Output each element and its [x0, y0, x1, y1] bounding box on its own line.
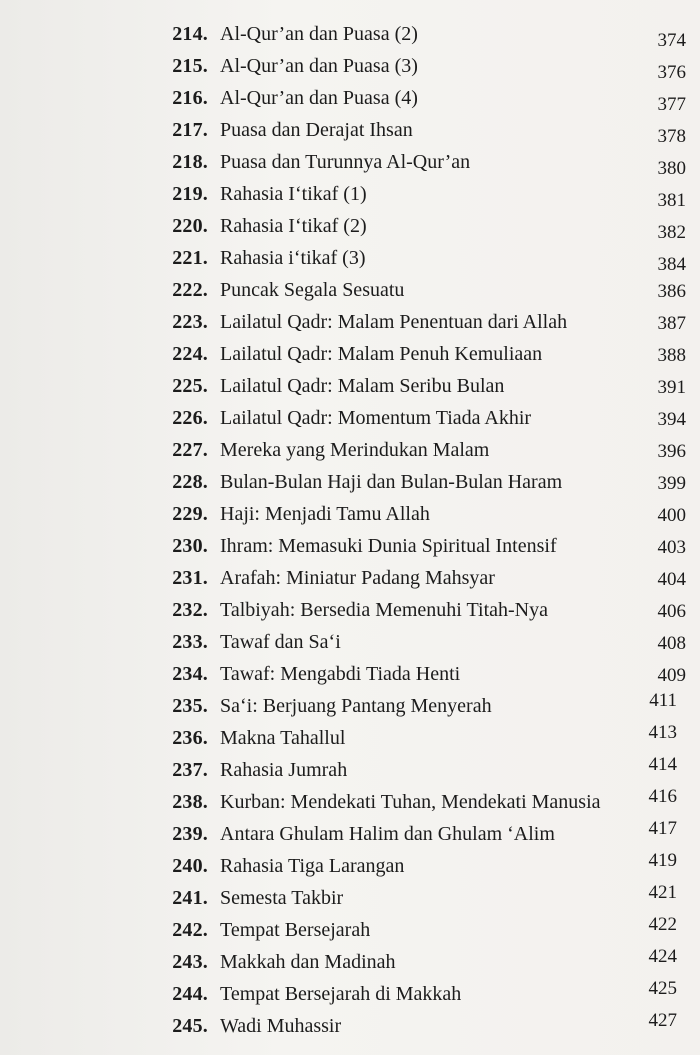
- toc-entry: [0, 818, 700, 853]
- entry-page: 413: [648, 722, 677, 743]
- entry-page: 380: [657, 158, 686, 179]
- entry-number: 215.: [172, 55, 208, 77]
- entry-number: 227.: [172, 439, 208, 461]
- entry-page: 388: [657, 345, 686, 366]
- entry-title: Rahasia i‘tikaf (3): [220, 247, 366, 269]
- entry-page: 425: [648, 978, 677, 999]
- entry-page: 419: [648, 850, 677, 871]
- toc-entry: [0, 85, 700, 117]
- entry-title: Antara Ghulam Halim dan Ghulam ‘Alim: [220, 823, 555, 845]
- entry-title: Al-Qur’an dan Puasa (4): [220, 87, 418, 109]
- entry-page: 387: [657, 313, 686, 334]
- entry-number: 239.: [172, 823, 208, 845]
- toc-entry: [0, 309, 700, 341]
- toc-entry: [0, 597, 700, 629]
- toc-entry: [0, 21, 700, 53]
- entry-number: 220.: [172, 215, 208, 237]
- entry-number: 221.: [172, 247, 208, 269]
- entry-title: Tempat Bersejarah: [220, 919, 371, 941]
- entry-number: 233.: [172, 631, 208, 653]
- entry-number: 243.: [172, 951, 208, 973]
- entry-title: Al-Qur’an dan Puasa (2): [220, 23, 418, 45]
- entry-title: Puasa dan Turunnya Al-Qur’an: [220, 151, 471, 173]
- toc-entry: [0, 437, 700, 469]
- toc-entry: [0, 533, 700, 565]
- toc-entry: [0, 914, 700, 949]
- entry-title: Tawaf: Mengabdi Tiada Henti: [220, 663, 461, 685]
- toc-entry: [0, 661, 700, 693]
- entry-page: 376: [657, 62, 686, 83]
- entry-number: 222.: [172, 279, 208, 301]
- entry-number: 214.: [172, 23, 208, 45]
- toc-entry: [0, 1010, 700, 1045]
- entry-title: Tawaf dan Sa‘i: [220, 631, 341, 653]
- toc-entry: [0, 786, 700, 821]
- entry-page: 427: [648, 1010, 677, 1031]
- entry-title: Arafah: Miniatur Padang Mahsyar: [220, 567, 495, 589]
- toc-entry: [0, 213, 700, 245]
- entry-number: 245.: [172, 1015, 208, 1037]
- toc-entry: [0, 469, 700, 501]
- entry-number: 219.: [172, 183, 208, 205]
- toc-entry: [0, 978, 700, 1013]
- entry-number: 242.: [172, 919, 208, 941]
- entry-title: Rahasia Tiga Larangan: [220, 855, 405, 877]
- toc-entry: [0, 722, 700, 757]
- entry-page: 386: [657, 281, 686, 302]
- entry-page: 384: [657, 254, 686, 275]
- entry-number: 235.: [172, 695, 208, 717]
- entry-number: 238.: [172, 791, 208, 813]
- entry-title: Lailatul Qadr: Malam Penuh Kemuliaan: [220, 343, 543, 365]
- entry-page: 404: [657, 569, 686, 590]
- toc-entry: [0, 53, 700, 85]
- toc-entry: [0, 181, 700, 213]
- entry-number: 236.: [172, 727, 208, 749]
- entry-title: Ihram: Memasuki Dunia Spiritual Intensif: [220, 535, 557, 557]
- entry-title: Makkah dan Madinah: [220, 951, 396, 973]
- entry-title: Al-Qur’an dan Puasa (3): [220, 55, 418, 77]
- entry-page: 422: [648, 914, 677, 935]
- toc-entry: [0, 373, 700, 405]
- entry-title: Lailatul Qadr: Malam Seribu Bulan: [220, 375, 505, 397]
- entry-title: Haji: Menjadi Tamu Allah: [220, 503, 430, 525]
- toc-entry: [0, 882, 700, 917]
- toc-entry: [0, 245, 700, 277]
- entry-title: Tempat Bersejarah di Makkah: [220, 983, 462, 1005]
- entry-number: 223.: [172, 311, 208, 333]
- toc-entry: [0, 946, 700, 981]
- entry-page: 409: [657, 665, 686, 686]
- entry-page: 400: [657, 505, 686, 526]
- entry-number: 244.: [172, 983, 208, 1005]
- toc-entry: [0, 405, 700, 437]
- entry-page: 417: [648, 818, 677, 839]
- toc-entry: [0, 754, 700, 789]
- entry-page: 377: [657, 94, 686, 115]
- entry-page: 381: [657, 190, 686, 211]
- entry-number: 224.: [172, 343, 208, 365]
- entry-title: Semesta Takbir: [220, 887, 344, 909]
- entry-page: 394: [657, 409, 686, 430]
- entry-title: Puncak Segala Sesuatu: [220, 279, 405, 301]
- entry-number: 234.: [172, 663, 208, 685]
- entry-number: 217.: [172, 119, 208, 141]
- toc-entry: [0, 117, 700, 149]
- entry-number: 237.: [172, 759, 208, 781]
- entry-number: 232.: [172, 599, 208, 621]
- entry-title: Wadi Muhassir: [220, 1015, 342, 1037]
- entry-title: Kurban: Mendekati Tuhan, Mendekati Manusia: [220, 791, 601, 813]
- entry-title: Lailatul Qadr: Malam Penentuan dari Allah: [220, 311, 568, 333]
- toc-entry: [0, 565, 700, 597]
- entry-number: 240.: [172, 855, 208, 877]
- entry-page: 391: [657, 377, 686, 398]
- entry-number: 241.: [172, 887, 208, 909]
- entry-page: 396: [657, 441, 686, 462]
- entry-number: 228.: [172, 471, 208, 493]
- entry-page: 414: [648, 754, 677, 775]
- entry-page: 406: [657, 601, 686, 622]
- entry-number: 226.: [172, 407, 208, 429]
- entry-page: 408: [657, 633, 686, 654]
- entry-title: Sa‘i: Berjuang Pantang Menyerah: [220, 695, 492, 717]
- toc-entry: [0, 850, 700, 885]
- entry-title: Makna Tahallul: [220, 727, 346, 749]
- entry-number: 216.: [172, 87, 208, 109]
- entry-title: Bulan-Bulan Haji dan Bulan-Bulan Haram: [220, 471, 563, 493]
- toc-entry: [0, 277, 700, 309]
- entry-title: Lailatul Qadr: Momentum Tiada Akhir: [220, 407, 532, 429]
- entry-title: Mereka yang Merindukan Malam: [220, 439, 490, 461]
- table-of-contents: [0, 21, 700, 1045]
- entry-page: 374: [657, 30, 686, 51]
- entry-page: 424: [648, 946, 677, 967]
- toc-entry: [0, 341, 700, 373]
- toc-entry: [0, 629, 700, 661]
- entry-title: Talbiyah: Bersedia Memenuhi Titah-Nya: [220, 599, 548, 621]
- entry-number: 218.: [172, 151, 208, 173]
- toc-entry: [0, 690, 700, 725]
- entry-page: 416: [648, 786, 677, 807]
- entry-title: Rahasia Jumrah: [220, 759, 348, 781]
- toc-entry: [0, 501, 700, 533]
- entry-number: 229.: [172, 503, 208, 525]
- entry-number: 231.: [172, 567, 208, 589]
- entry-page: 421: [648, 882, 677, 903]
- toc-entry: [0, 149, 700, 181]
- entry-title: Rahasia I‘tikaf (2): [220, 215, 367, 237]
- entry-number: 225.: [172, 375, 208, 397]
- entry-number: 230.: [172, 535, 208, 557]
- entry-page: 378: [657, 126, 686, 147]
- entry-page: 399: [657, 473, 686, 494]
- entry-page: 411: [649, 690, 677, 711]
- entry-page: 403: [657, 537, 686, 558]
- entry-title: Puasa dan Derajat Ihsan: [220, 119, 413, 141]
- entry-page: 382: [657, 222, 686, 243]
- entry-title: Rahasia I‘tikaf (1): [220, 183, 367, 205]
